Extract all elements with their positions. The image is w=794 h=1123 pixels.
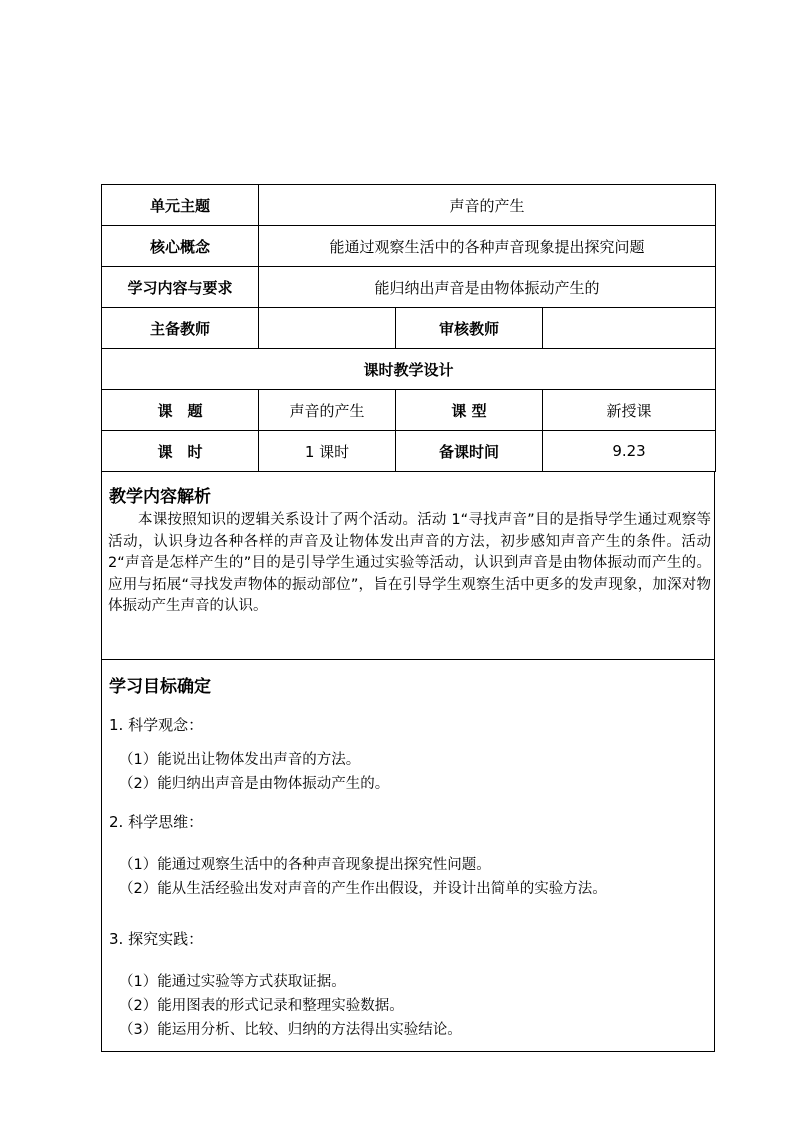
review-teacher-label: 审核教师 (396, 308, 543, 349)
unit-theme-label: 单元主题 (102, 185, 259, 226)
type-value: 新授课 (543, 390, 716, 431)
list-item: （3）能运用分析、比较、归纳的方法得出实验结论。 (119, 1022, 462, 1038)
list-item: （1）能通过实验等方式获取证据。 (119, 974, 346, 990)
row-content-requirements (102, 267, 716, 308)
science-thinking-heading: 2. 科学思维： (109, 813, 204, 831)
analysis-paragraph: 本课按照知识的逻辑关系设计了两个活动。活动 1“寻找声音”目的是指导学生通过观察等活动，认识身边各种各样的声音及让物体发出声音的方法，初步感知声音产生的条件。活动 2“声音是怎样产生的”目的是引导学生通过实验等活动，认识到声音是由物体振动而产生的。应用与拓展“寻找发声物体的振动部位”，旨在引导学生观察生活中更多的发声现象，加深对物体振动产生声音的认识。 (108, 512, 711, 614)
row-teachers (102, 308, 716, 349)
list-item: （2）能归纳出声音是由物体振动产生的。 (119, 776, 390, 792)
period-value: 1 课时 (259, 431, 396, 472)
header-table (101, 184, 716, 472)
row-topic (102, 390, 716, 431)
science-concept-heading: 1. 科学观念： (109, 716, 204, 734)
analysis-title: 教学内容解析 (109, 487, 211, 507)
list-item: （1）能说出让物体发出声音的方法。 (119, 752, 361, 768)
row-core-concept (102, 226, 716, 267)
content-requirements-value: 能归纳出声音是由物体振动产生的 (259, 267, 716, 308)
prep-time-value: 9.23 (543, 431, 716, 472)
row-period (102, 431, 716, 472)
goals-section (101, 660, 715, 1052)
unit-theme-value: 声音的产生 (259, 185, 716, 226)
lesson-plan-document (101, 184, 715, 1052)
list-item: （2）能用图表的形式记录和整理实验数据。 (119, 998, 404, 1014)
review-teacher-value (543, 308, 716, 349)
core-concept-value: 能通过观察生活中的各种声音现象提出探究问题 (259, 226, 716, 267)
row-design-title (102, 349, 716, 390)
row-unit-theme (102, 185, 716, 226)
prep-time-label: 备课时间 (396, 431, 543, 472)
content-requirements-label: 学习内容与要求 (102, 267, 259, 308)
design-title: 课时教学设计 (102, 349, 716, 390)
lead-teacher-value (259, 308, 396, 349)
inquiry-practice-heading: 3. 探究实践： (109, 930, 204, 948)
topic-value: 声音的产生 (259, 390, 396, 431)
goals-title: 学习目标确定 (109, 677, 211, 697)
topic-label: 课 题 (102, 390, 259, 431)
lead-teacher-label: 主备教师 (102, 308, 259, 349)
core-concept-label: 核心概念 (102, 226, 259, 267)
type-label: 课 型 (396, 390, 543, 431)
list-item: （1）能通过观察生活中的各种声音现象提出探究性问题。 (119, 857, 491, 873)
list-item: （2）能从生活经验出发对声音的产生作出假设，并设计出简单的实验方法。 (119, 881, 607, 897)
period-label: 课 时 (102, 431, 259, 472)
analysis-section (101, 472, 715, 660)
